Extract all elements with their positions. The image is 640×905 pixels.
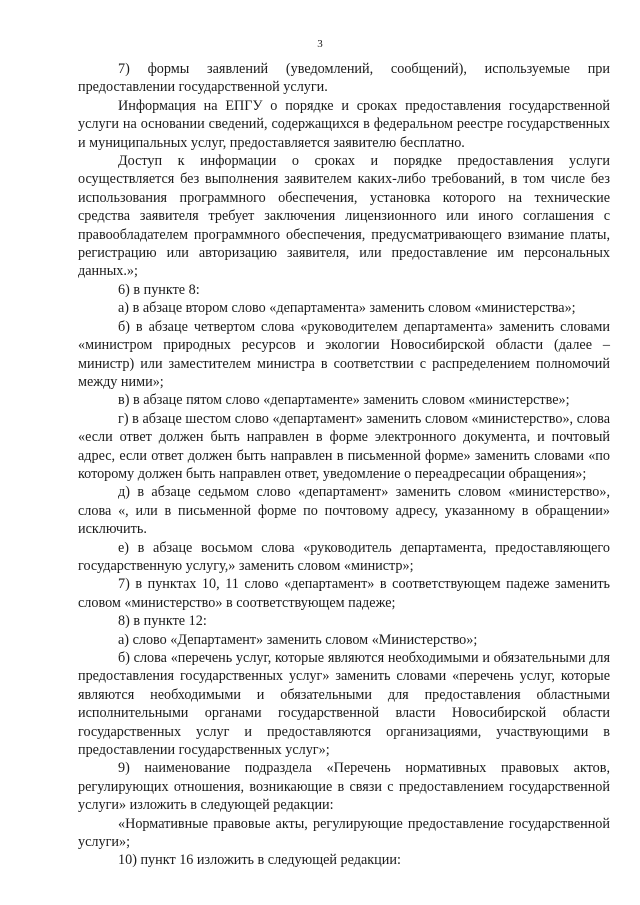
document-body — [78, 60, 610, 870]
paragraph: «Нормативные правовые акты, регулирующие предоставление государственной услуги»; — [78, 815, 610, 851]
paragraph: Доступ к информации о сроках и порядке предоставления услуги осуществляется без выполнения заявителем каких-либо требований, в том числе без использования программного обеспечения, установка которого на технические средства заявителя требует заключения лицензионного или иного соглашения с правообладателем программного обеспечения, предусматривающего взимание платы, регистрацию или авторизацию заявителя, или предоставление им персональных данных.»; — [78, 153, 610, 280]
paragraph: Информация на ЕПГУ о порядке и сроках предоставления государственной услуги на основании сведений, содержащихся в федеральном реестре государственных и муниципальных услуг, предоставляется заявителю бесплатно. — [78, 97, 610, 151]
paragraph: а) в абзаце втором слово «департамента» заменить словом «министерства»; — [118, 300, 576, 317]
paragraph: 10) пункт 16 изложить в следующей редакции: — [118, 852, 401, 869]
paragraph: 7) в пунктах 10, 11 слово «департамент» в соответствующем падеже заменить словом «министерство» в соответствующем падеже; — [78, 576, 610, 611]
paragraph: б) слова «перечень услуг, которые являются необходимыми и обязательными для предоставления государственных услуг» заменить словами «перечень услуг, которые являются необходимыми и обязательными для предоставления областными исполнительными органами государственной власти Новосибирской области государственных услуг и предоставляются организациями, участвующими в предоставлении государственных услуг»; — [78, 650, 610, 759]
paragraph: а) слово «Департамент» заменить словом «Министерство»; — [118, 631, 478, 648]
paragraph: г) в абзаце шестом слово «департамент» заменить словом «министерство», слова «если ответ должен быть направлен в форме электронного документа, и почтовый адрес, если ответ должен быть направлен в письменной форме» заменить словами «по которому должен быть направлен ответ, уведомление о переадресации обращения»; — [78, 410, 610, 482]
paragraph: 9) наименование подраздела «Перечень нормативных правовых актов, регулирующих отношения, возникающие в связи с предоставлением государственной услуги» изложить в следующей редакции: — [78, 760, 610, 814]
paragraph: е) в абзаце восьмом слова «руководитель департамента, предоставляющего государственную услугу,» заменить словом «министр»; — [78, 539, 610, 574]
paragraph: 6) в пункте 8: — [118, 281, 200, 298]
page-number: 3 — [317, 38, 323, 50]
paragraph: в) в абзаце пятом слово «департаменте» заменить словом «министерстве»; — [118, 392, 570, 409]
paragraph: 8) в пункте 12: — [118, 613, 207, 630]
paragraph: б) в абзаце четвертом слова «руководителем департамента» заменить словами «министром природных ресурсов и экологии Новосибирской области (далее – министр) или заместителем министра в соответствии с распределением полномочий между ними»; — [78, 318, 610, 390]
paragraph: 7) формы заявлений (уведомлений, сообщений), используемые при предоставлении государственной услуги. — [78, 61, 610, 96]
paragraph: д) в абзаце седьмом слово «департамент» заменить словом «министерство», слова «, или в письменной форме по почтовому адресу, указанному в обращении» исключить. — [78, 484, 610, 538]
